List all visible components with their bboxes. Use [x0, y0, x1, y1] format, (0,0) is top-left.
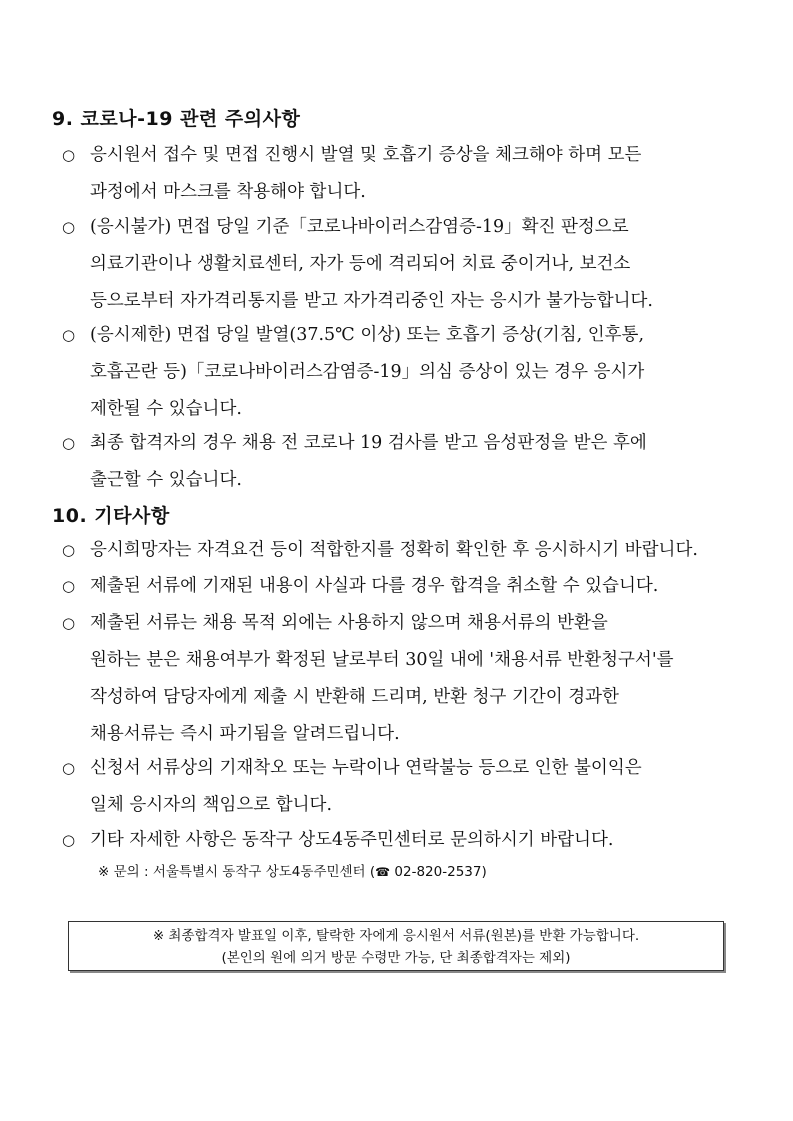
item-line: 제출된 서류에 기재된 내용이 사실과 다를 경우 합격을 취소할 수 있습니다. — [90, 576, 659, 596]
item-line: 신청서 서류상의 기재착오 또는 누락이나 연락불능 등으로 인한 불이익은 — [90, 758, 642, 778]
bullet-circle-icon: ○ — [62, 146, 76, 164]
item-line: 기타 자세한 사항은 동작구 상도4동주민센터로 문의하시기 바랍니다. — [90, 830, 614, 850]
item-line: 제출된 서류는 채용 목적 외에는 사용하지 않으며 채용서류의 반환을 — [90, 613, 608, 633]
item-line: 응시원서 접수 및 면접 진행시 발열 및 호흡기 증상을 체크해야 하며 모든 — [90, 145, 642, 165]
bullet-circle-icon: ○ — [62, 541, 76, 559]
bullet-circle-icon: ○ — [62, 434, 76, 452]
bullet-circle-icon: ○ — [62, 831, 76, 849]
section-9-item-3 — [62, 317, 750, 428]
section-9-item-2 — [62, 209, 750, 320]
item-line: 원하는 분은 채용여부가 확정된 날로부터 30일 내에 '채용서류 반환청구서'를 — [90, 650, 674, 670]
section-10-item-4 — [62, 750, 750, 824]
item-line: 과정에서 마스크를 착용해야 합니다. — [90, 182, 366, 202]
bullet-circle-icon: ○ — [62, 759, 76, 777]
section-10-item-2 — [62, 568, 750, 605]
section-9-item-1 — [62, 137, 750, 211]
item-line: 일체 응시자의 책임으로 합니다. — [90, 795, 333, 815]
bullet-circle-icon: ○ — [62, 326, 76, 344]
section-9-title: 9. 코로나-19 관련 주의사항 — [52, 108, 301, 130]
item-line: (응시불가) 면접 당일 기준「코로나바이러스감염증-19」확진 판정으로 — [90, 217, 629, 237]
contact-note — [98, 860, 487, 880]
item-line: 응시희망자는 자격요건 등이 적합한지를 정확히 확인한 후 응시하시기 바랍니다. — [90, 540, 698, 560]
item-line: 제한될 수 있습니다. — [90, 399, 242, 419]
item-line: 의료기관이나 생활치료센터, 자가 등에 격리되어 치료 중이거나, 보건소 — [90, 254, 631, 274]
bullet-circle-icon: ○ — [62, 218, 76, 236]
item-line: (응시제한) 면접 당일 발열(37.5℃ 이상) 또는 호흡기 증상(기침, 인후통, — [90, 325, 645, 345]
bullet-circle-icon: ○ — [62, 614, 76, 632]
item-line: 등으로부터 자가격리통지를 받고 자가격리중인 자는 응시가 불가능합니다. — [90, 291, 653, 311]
contact-note-prefix: ※ 문의 : 서울특별시 동작구 상도4동주민센터 ( — [98, 864, 376, 880]
item-line: 출근할 수 있습니다. — [90, 470, 242, 490]
notice-line-1: ※ 최종합격자 발표일 이후, 탈락한 자에게 응시원서 서류(원본)를 반환 가능합니다. — [152, 928, 640, 944]
item-line: 최종 합격자의 경우 채용 전 코로나 19 검사를 받고 음성판정을 받은 후에 — [90, 433, 647, 453]
section-9-item-4 — [62, 425, 750, 499]
section-10-item-5 — [62, 822, 750, 859]
phone-icon: ☎ — [375, 865, 391, 879]
contact-phone-number: 02-820-2537) — [390, 864, 487, 880]
section-10-item-1 — [62, 532, 750, 569]
section-10-title: 10. 기타사항 — [52, 505, 170, 527]
item-line: 채용서류는 즉시 파기됨을 알려드립니다. — [90, 724, 400, 744]
item-line: 호흡곤란 등)「코로나바이러스감염증-19」의심 증상이 있는 경우 응시가 — [90, 362, 645, 382]
section-10-item-3 — [62, 605, 750, 753]
notice-line-2: (본인의 원에 의거 방문 수령만 가능, 단 최종합격자는 제외) — [221, 950, 571, 966]
notice-box — [68, 921, 724, 971]
item-line: 작성하여 담당자에게 제출 시 반환해 드리며, 반환 청구 기간이 경과한 — [90, 687, 619, 707]
bullet-circle-icon: ○ — [62, 577, 76, 595]
